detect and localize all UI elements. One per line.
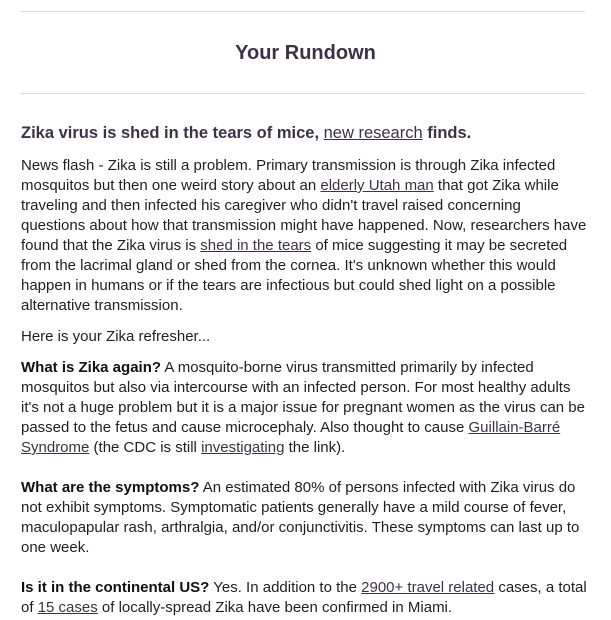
continental-us-paragraph bbox=[21, 578, 589, 618]
us-text-1: Yes. In addition to the bbox=[209, 579, 362, 596]
symptoms-paragraph bbox=[21, 478, 589, 558]
elderly-utah-man-link[interactable]: elderly Utah man bbox=[320, 177, 434, 194]
continental-us-label: Is it in the continental US? bbox=[21, 579, 210, 596]
what-is-zika-paragraph bbox=[21, 358, 589, 458]
intro-text-3: of mice suggesting it may be secreted from the lacrimal gland or shed from the cornea. It's unknown whether this would happen in humans or if the tears are infectious but could shed light on a possible alternative transmission. bbox=[21, 237, 568, 314]
what-is-zika-label: What is Zika again? bbox=[21, 359, 162, 376]
what-text-3: the link). bbox=[284, 439, 346, 456]
symptoms-label: What are the symptoms? bbox=[21, 479, 200, 496]
us-text-2: cases, a total of bbox=[21, 579, 587, 616]
new-research-link[interactable]: new research bbox=[323, 124, 423, 142]
what-text-2: (the CDC is still bbox=[89, 439, 202, 456]
top-divider bbox=[21, 11, 585, 12]
article-headline bbox=[21, 120, 589, 146]
page-title: Your Rundown bbox=[235, 42, 376, 64]
travel-related-cases-link[interactable]: 2900+ travel related bbox=[361, 579, 495, 596]
intro-paragraph bbox=[21, 156, 589, 316]
section-divider bbox=[21, 93, 585, 94]
headline-lead: Zika virus is shed in the tears of mice, bbox=[21, 124, 324, 142]
local-cases-link[interactable]: 15 cases bbox=[37, 599, 98, 616]
refresher-paragraph: Here is your Zika refresher... bbox=[21, 328, 211, 345]
newsletter-body bbox=[21, 120, 589, 618]
headline-tail: finds. bbox=[422, 124, 472, 142]
shed-in-the-tears-link[interactable]: shed in the tears bbox=[200, 237, 312, 254]
intro-text-1: News flash - Zika is still a problem. Primary transmission is through Zika infected mosquitos but then one weird story about an bbox=[21, 157, 556, 194]
symptoms-text: An estimated 80% of persons infected with Zika virus do not exhibit symptoms. Symptomatic patients generally have a mild course of fever, maculopapular rash, arthralgia, and/or conjunctivitis. These symptoms can last up to one week. bbox=[21, 479, 580, 556]
intro-text-2: that got Zika while traveling and then infected his caregiver who didn't travel raised concerning questions about how that transmission might have happened. Now, researchers have found that the Zika virus is bbox=[21, 177, 587, 254]
investigating-link[interactable]: investigating bbox=[201, 439, 285, 456]
us-text-3: of locally-spread Zika have been confirmed in Miami. bbox=[97, 599, 453, 616]
what-text-1: A mosquito-borne virus transmitted primarily by infected mosquitos but also via intercourse with an infected person. For most healthy adults it's not a huge problem but it is a major issue for pregnant women as the virus can be passed to the fetus and cause microcephaly. Also thought to cause bbox=[21, 359, 585, 436]
guillain-barre-link[interactable]: Guillain-Barré Syndrome bbox=[21, 419, 561, 456]
